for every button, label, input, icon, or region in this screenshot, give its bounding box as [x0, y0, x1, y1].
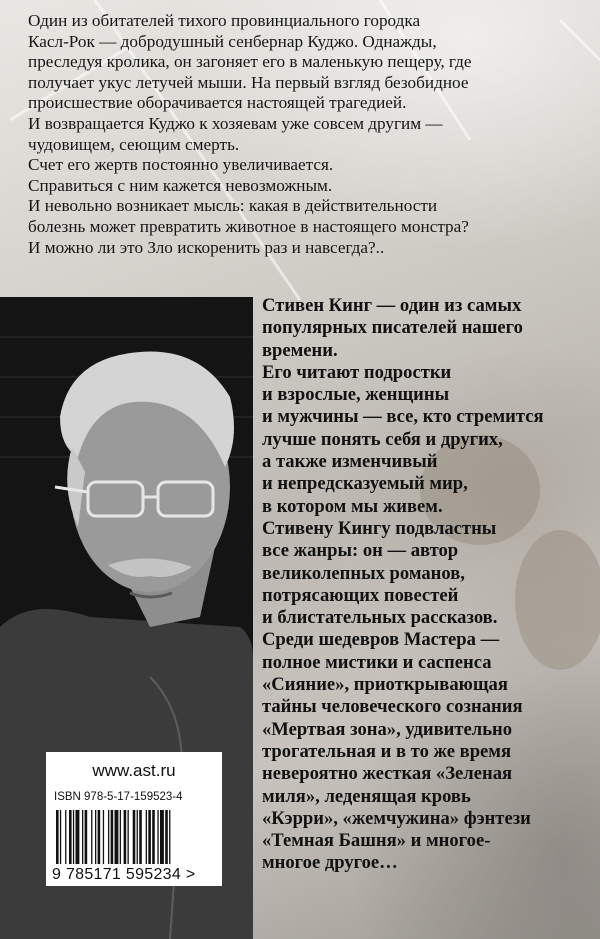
barcode-bar — [165, 810, 168, 864]
bio-line: «Темная Башня» и многое- — [262, 830, 491, 852]
barcode-bar — [128, 810, 129, 864]
barcode-bar — [160, 810, 164, 864]
bio-line: трогательная и в то же время — [262, 740, 512, 762]
barcode-bar — [152, 810, 155, 864]
bio-line: Его читают подростки — [262, 361, 452, 383]
bio-line: «Мертвая зона», удивительно — [262, 718, 513, 740]
bio-line: и блистательных рассказов. — [262, 607, 498, 629]
barcode-bar — [69, 810, 72, 864]
barcode-panel — [46, 752, 222, 886]
blurb-line: чудовищем, сеющим смерть. — [28, 134, 240, 154]
barcode-bar — [120, 810, 121, 864]
blurb-line: Касл-Рок — добродушный сенбернар Куджо. Однажды, — [28, 31, 437, 51]
bio-line: тайны человеческого сознания — [262, 696, 523, 718]
blurb-line: Справиться с ним кажется невозможным. — [28, 175, 333, 195]
barcode-bar — [108, 810, 109, 864]
barcode-bar — [111, 810, 114, 864]
barcode-bar — [91, 810, 92, 864]
isbn-label: ISBN 978-5-17-159523-4 — [54, 791, 183, 803]
bio-line: невероятно жесткая «Зеленая — [262, 763, 513, 785]
barcode-bar — [139, 810, 142, 864]
barcode-bar — [146, 810, 147, 864]
bio-line: «Кэрри», «жемчужина» фэнтези — [262, 807, 531, 829]
barcode-bar — [115, 810, 119, 864]
barcode-bar — [65, 810, 66, 864]
bio-line: великолепных романов, — [262, 562, 465, 584]
blurb-line: получает укус летучей мыши. На первый взгляд безобидное — [28, 72, 469, 92]
barcode-digits: 9 785171 595234 > — [52, 866, 196, 883]
barcode-bar — [124, 810, 127, 864]
bio-line: «Сияние», приоткрывающая — [262, 674, 508, 696]
barcode-bar — [148, 810, 151, 864]
barcode-bar — [56, 810, 59, 864]
blurb-line: происшествие оборачивается настоящей трагедией. — [28, 93, 407, 113]
bio-line: лучше понять себя и других, — [262, 428, 503, 450]
bio-line: полное мистики и саспенса — [262, 651, 492, 673]
bio-line: потрясающих повестей — [262, 584, 459, 606]
barcode-bar — [82, 810, 83, 864]
barcode-bar — [76, 810, 80, 864]
barcode-bar — [157, 810, 158, 864]
bio-line: в котором мы живем. — [262, 495, 443, 517]
bio-line: все жанры: он — автор — [262, 540, 459, 562]
barcode-bar — [103, 810, 104, 864]
bio-line: популярных писателей нашего — [262, 317, 523, 339]
blurb-line: преследуя кролика, он загоняет его в маленькую пещеру, где — [28, 52, 472, 72]
publisher-website: www.ast.ru — [92, 761, 176, 780]
blurb-line: Один из обитателей тихого провинциального городка — [28, 11, 421, 30]
barcode-bar — [95, 810, 96, 864]
barcode-bar — [85, 810, 88, 864]
barcode-bar — [73, 810, 74, 864]
barcode-bar — [98, 810, 101, 864]
bio-line: и мужчины — все, кто стремится — [262, 406, 544, 428]
bio-line: Стивен Кинг — один из самых — [262, 295, 522, 316]
bio-line: и непредсказуемый мир, — [262, 473, 468, 495]
blurb-line: Счет его жертв постоянно увеличивается. — [28, 155, 334, 175]
barcode-bar — [60, 810, 61, 864]
barcode-bar — [133, 810, 136, 864]
blurb-line: И возвращается Куджо к хозяевам уже совсем другим — — [28, 113, 443, 133]
bio-line: и взрослые, женщины — [262, 384, 450, 406]
barcode-bar — [137, 810, 138, 864]
book-blurb — [28, 11, 588, 258]
blurb-line: И можно ли это Зло искоренить раз и навсегда?.. — [28, 237, 385, 257]
bio-line: времени. — [262, 339, 338, 361]
bio-line: а также изменчивый — [262, 451, 438, 473]
bio-line: Среди шедевров Мастера — — [262, 629, 500, 651]
author-bio — [262, 295, 598, 875]
bio-line: миля», леденящая кровь — [262, 785, 471, 807]
blurb-line: болезнь может превратить животное в настоящего монстра? — [28, 216, 469, 236]
barcode-bar — [169, 810, 170, 864]
bio-line: многое другое… — [262, 852, 398, 874]
blurb-line: И невольно возникает мысль: какая в действительности — [28, 196, 438, 216]
bio-line: Стивену Кингу подвластны — [262, 517, 497, 539]
